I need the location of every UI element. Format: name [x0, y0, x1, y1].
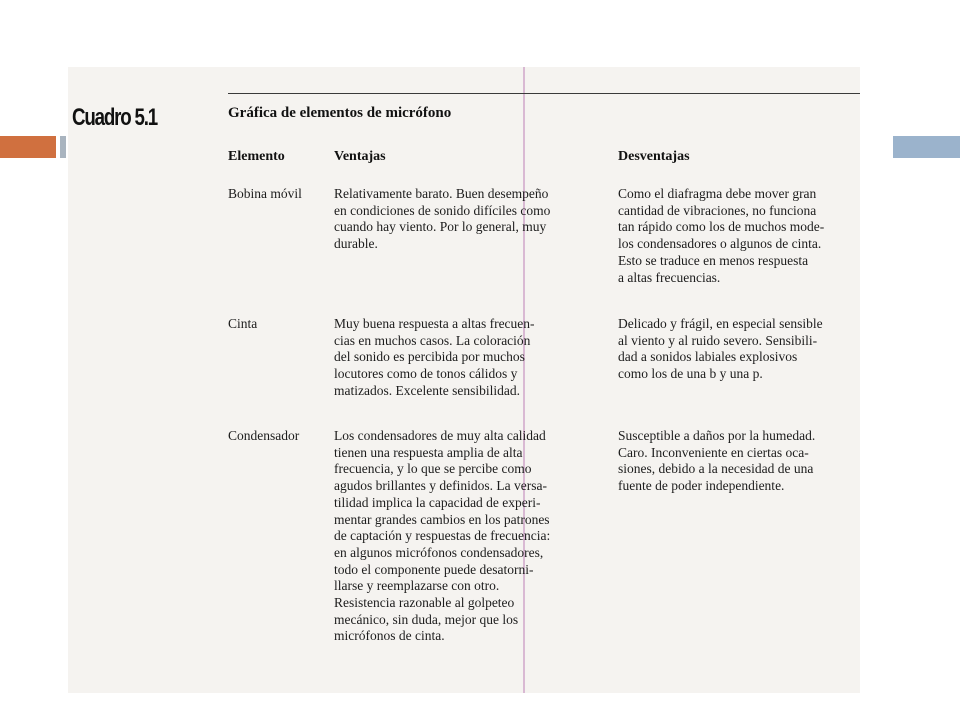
text-line: a altas frecuencias.	[618, 269, 721, 285]
text-line: Los condensadores de muy alta calidad	[334, 428, 546, 443]
row-advantages-text	[334, 316, 592, 400]
text-line: cuando hay viento. Por lo general, muy	[334, 219, 547, 235]
row-element-name: Condensador	[228, 428, 300, 443]
table-number-label: Cuadro 5.1	[72, 104, 158, 131]
slide-accent-bar-left	[0, 136, 56, 158]
text-line: Delicado y frágil, en especial sensible	[618, 316, 823, 331]
text-line: Relativamente barato. Buen desempeño	[334, 186, 549, 201]
text-line: dad a sonidos labiales explosivos	[618, 349, 798, 365]
column-header-element: Elemento	[228, 149, 285, 164]
text-line: mentar grandes cambios en los patrones	[334, 511, 550, 527]
text-line: de captación y respuestas de frecuencia:	[334, 528, 551, 544]
text-line: agudos brillantes y definidos. La versa-	[334, 478, 547, 494]
row-element-name: Bobina móvil	[228, 186, 302, 201]
row-disadvantages-text	[618, 428, 860, 495]
text-line: cantidad de vibraciones, no funciona	[618, 202, 817, 218]
text-line: como los de una b y una p.	[618, 366, 763, 382]
column-header-advantages: Ventajas	[334, 149, 386, 164]
text-line: durable.	[334, 236, 378, 252]
text-line: Esto se traduce en menos respuesta	[618, 252, 809, 268]
row-advantages-text	[334, 186, 592, 253]
text-line: Caro. Inconveniente en ciertas oca-	[618, 444, 809, 460]
text-line: Resistencia razonable al golpeteo	[334, 595, 515, 611]
text-line: matizados. Excelente sensibilidad.	[334, 382, 520, 398]
slide-accent-divider	[60, 136, 66, 158]
text-line: Susceptible a daños por la humedad.	[618, 428, 816, 443]
text-line: locutores como de tonos cálidos y	[334, 366, 518, 382]
row-element-name: Cinta	[228, 316, 258, 331]
text-line: Muy buena respuesta a altas frecuen-	[334, 316, 535, 331]
text-line: al viento y al ruido severo. Sensibili-	[618, 332, 818, 348]
row-advantages-text	[334, 428, 592, 645]
row-disadvantages-text	[618, 186, 860, 286]
text-line: los condensadores o algunos de cinta.	[618, 236, 822, 252]
text-line: tienen una respuesta amplia de alta	[334, 444, 523, 460]
text-line: tilidad implica la capacidad de experi-	[334, 494, 541, 510]
scanned-table-image	[68, 67, 860, 693]
text-line: tan rápido como los de muchos mode-	[618, 219, 825, 235]
text-line: micrófonos de cinta.	[334, 628, 445, 644]
text-line: Como el diafragma debe mover gran	[618, 186, 817, 201]
text-line: cias en muchos casos. La coloración	[334, 332, 531, 348]
text-line: todo el componente puede desatorni-	[334, 561, 534, 577]
text-line: en algunos micrófonos condensadores,	[334, 544, 544, 560]
table-title: Gráfica de elementos de micrófono	[228, 105, 452, 121]
text-line: fuente de poder independiente.	[618, 478, 785, 494]
text-line: del sonido es percibida por muchos	[334, 349, 525, 365]
row-disadvantages-text	[618, 316, 860, 383]
text-line: siones, debido a la necesidad de una	[618, 461, 814, 477]
text-line: mecánico, sin duda, mejor que los	[334, 611, 519, 627]
text-line: en condiciones de sonido difíciles como	[334, 202, 551, 218]
slide-accent-bar-right	[893, 136, 960, 158]
text-line: frecuencia, y lo que se percibe como	[334, 461, 532, 477]
table-top-rule	[228, 93, 860, 94]
column-header-disadvantages: Desventajas	[618, 149, 690, 164]
text-line: llarse y reemplazarse con otro.	[334, 578, 500, 594]
